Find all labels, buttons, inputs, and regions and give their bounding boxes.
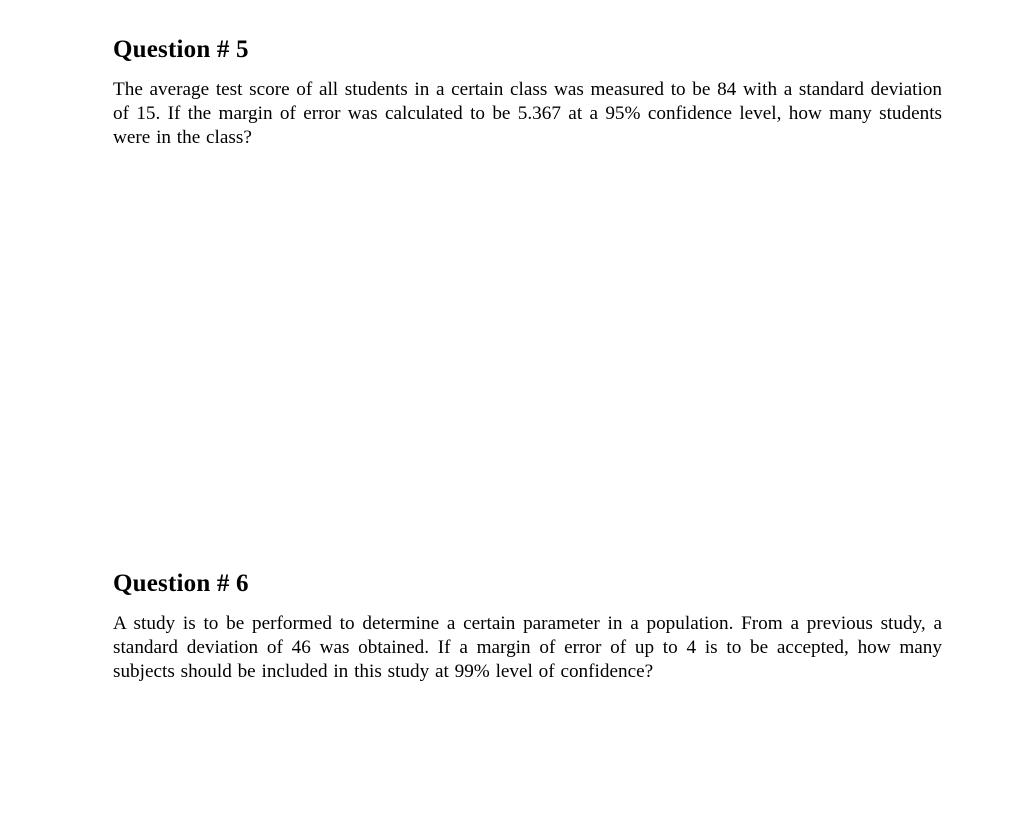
question-5: [113, 34, 942, 150]
question-text: A study is to be performed to determine a certain parameter in a population. From a previous study, a standard deviation of 46 was obtained. If a margin of error of up to 4 is to be accepted, how many subjects should be included in this study at 99% level of confidence?: [113, 613, 942, 682]
question-title: Question # 5: [113, 36, 249, 63]
question-title: Question # 6: [113, 570, 249, 597]
question-6: [113, 568, 942, 684]
question-text: The average test score of all students in a certain class was measured to be 84 with a standard deviation of 15. If the margin of error was calculated to be 5.367 at a 95% confidence level, how many students were in the class?: [113, 79, 942, 148]
